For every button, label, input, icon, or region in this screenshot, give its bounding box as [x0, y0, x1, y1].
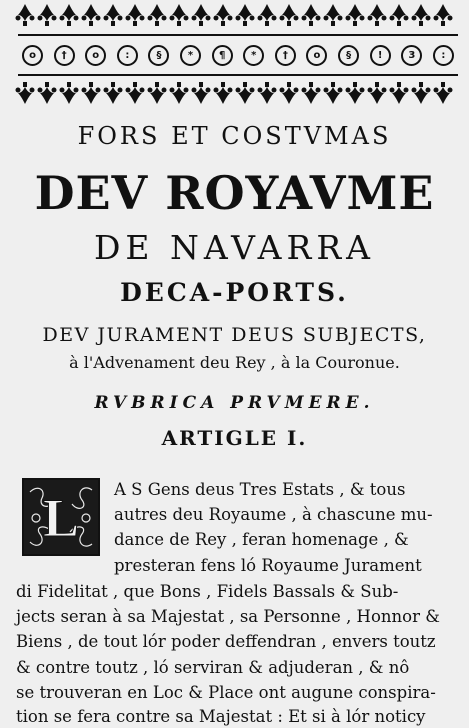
- decorated-initial: [22, 478, 100, 556]
- body-line-4: presteran fens ló Royaume Jurament: [114, 556, 422, 575]
- body-line-6: jects seran à sa Majestat , sa Personne , Honnor &: [16, 607, 440, 626]
- article-heading: ARTIGLE I.: [161, 426, 308, 450]
- ring-ornament-icon: †: [54, 45, 75, 66]
- ring-ornament-icon: §: [148, 45, 169, 66]
- ring-ornament-icon: 3: [401, 45, 422, 66]
- body-line-10: tion se fera contre sa Majestat : Et si à lór noticy: [16, 707, 426, 726]
- ring-ornament-icon: o: [22, 45, 43, 66]
- body-line-2: autres deu Royaume , à chascune mu-: [114, 505, 433, 524]
- title-line-3: DE NAVARRA: [93, 228, 376, 267]
- body-line-7: Biens , de tout lór poder deffendran , envers toutz: [16, 632, 436, 651]
- ring-ornament-icon: *: [243, 45, 264, 66]
- subtitle-line-2: à l'Advenament deu Rey , à la Couronue.: [69, 353, 400, 372]
- title-line-4: DECA-PORTS.: [120, 278, 349, 307]
- ring-ornament-icon: :: [433, 45, 454, 66]
- body-line-3: dance de Rey , feran homenage , &: [114, 530, 409, 549]
- ornamental-border-top: [14, 2, 462, 28]
- ring-ornament-icon: :: [117, 45, 138, 66]
- body-line-1: A S Gens deus Tres Estats , & tous: [114, 480, 406, 499]
- rubrica-heading: RVBRICA PRVMERE.: [94, 393, 375, 413]
- ring-ornament-icon: ¶: [212, 45, 233, 66]
- title-line-1: FORS ET COSTVMAS: [77, 122, 392, 150]
- body-line-9: se trouveran en Loc & Place ont augune conspira-: [16, 683, 436, 702]
- subtitle-line-1: DEV JURAMENT DEUS SUBJECTS,: [42, 324, 427, 346]
- ring-ornament-icon: !: [370, 45, 391, 66]
- ring-ornament-icon: o: [85, 45, 106, 66]
- ring-ornament-icon: o: [306, 45, 327, 66]
- ring-ornament-icon: *: [180, 45, 201, 66]
- body-line-5: di Fidelitat , que Bons , Fidels Bassals & Sub-: [16, 582, 399, 601]
- ring-ornament-icon: †: [275, 45, 296, 66]
- title-line-2: DEV ROYAVME: [34, 166, 435, 220]
- ornamental-border-bottom: [14, 80, 462, 106]
- initial-letter: L: [42, 488, 80, 548]
- ornamental-border-middle: [18, 34, 458, 76]
- body-line-8: & contre toutz , ló serviran & adjuderan , & nô: [16, 658, 410, 677]
- ring-ornament-icon: §: [338, 45, 359, 66]
